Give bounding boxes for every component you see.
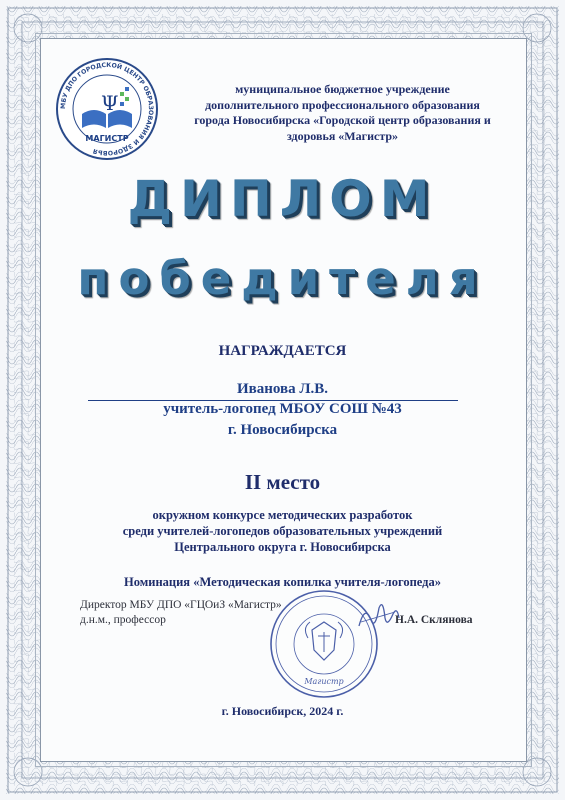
title-winner: победителя	[77, 252, 488, 305]
magistr-logo-icon	[54, 56, 160, 162]
title-diploma: ДИПЛОМ	[127, 170, 438, 228]
org-line-2: дополнительного профессионального образования	[205, 97, 480, 112]
org-line-3: города Новосибирска «Городской центр образования и	[194, 113, 491, 127]
logo-name: МАГИСТР	[85, 134, 129, 143]
organization-header	[165, 82, 520, 144]
org-line-4: здоровья «Магистр»	[286, 128, 399, 143]
svg-text:Ψ: Ψ	[101, 91, 119, 115]
description-line-3: Центрального округа г. Новосибирска	[174, 540, 391, 554]
seal-text: Магистр	[304, 677, 344, 686]
director-degree: д.н.м., профессор	[80, 614, 166, 626]
director-name: Н.А. Склянова	[395, 614, 473, 626]
description-line-2: среди учителей-логопедов образовательных учреждений	[122, 524, 443, 538]
recipient-position: учитель-логопед МБОУ СОШ №43	[163, 401, 402, 417]
director-title: Директор МБУ ДПО «ГЦОиЗ «Магистр»	[80, 599, 282, 611]
logo-ring-text: МБУ ДПО ГОРОДСКОЙ ЦЕНТР ОБРАЗОВАНИЯ И ЗДОРОВЬЯ	[59, 61, 155, 157]
description-line-1: окружном конкурсе методических разработок	[152, 508, 413, 522]
nomination: Номинация «Методическая копилка учителя-логопеда»	[124, 575, 441, 589]
place-and-year: г. Новосибирск, 2024 г.	[221, 704, 344, 718]
award-label: НАГРАЖДАЕТСЯ	[218, 343, 347, 359]
place-title: II место	[244, 470, 321, 494]
recipient-name: Иванова Л.В.	[236, 381, 329, 397]
org-line-1: муниципальное бюджетное учреждение	[235, 82, 450, 96]
contest-description	[40, 507, 525, 555]
recipient-city: г. Новосибирска	[227, 422, 338, 438]
